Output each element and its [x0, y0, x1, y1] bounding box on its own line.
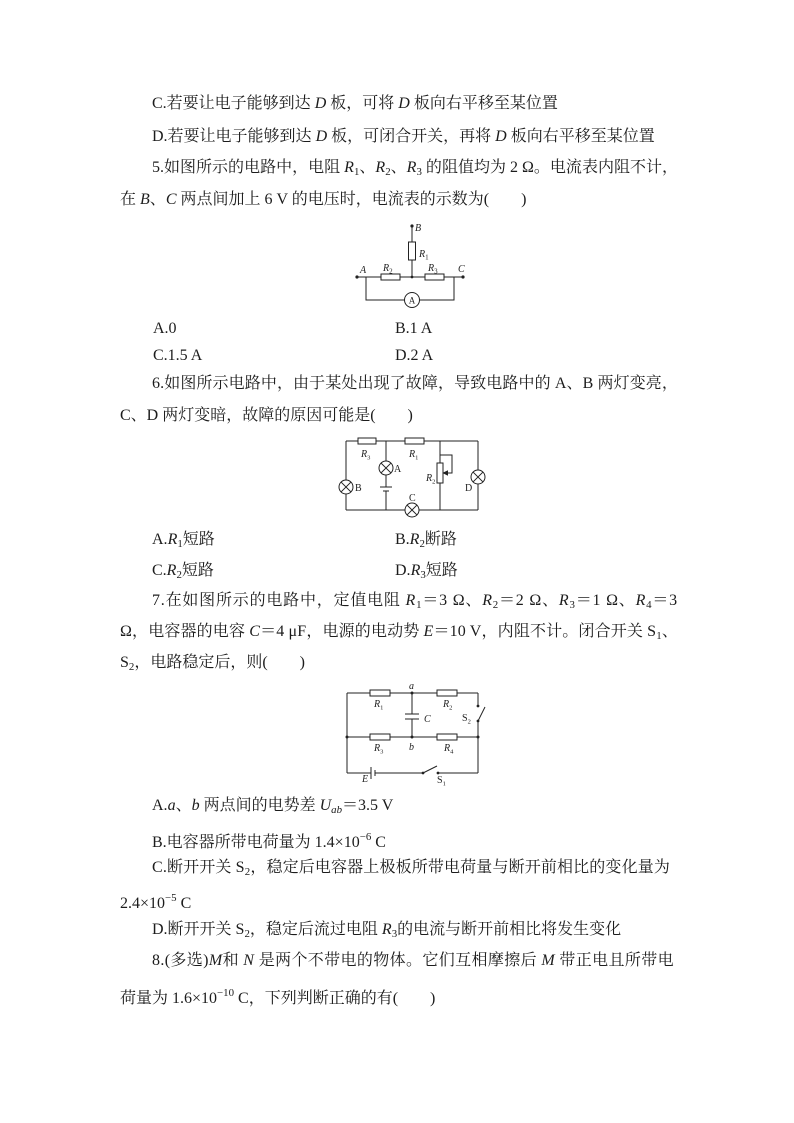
subscript: 3 — [420, 569, 426, 581]
label-s2: $S_2$ — [462, 713, 471, 726]
variable: R — [409, 531, 420, 548]
text-run: 、 — [175, 797, 192, 814]
text-run: 是两个不带电的物体。它们互相摩擦后 — [254, 952, 542, 969]
resistor-r1 — [409, 242, 416, 260]
variable: R — [166, 562, 177, 579]
variable: N — [243, 952, 255, 969]
text-run: 板向右平移至某位置 — [506, 128, 655, 145]
variable: R — [381, 921, 392, 938]
label-r1: $R_1$ — [374, 699, 384, 712]
variable: D — [314, 95, 327, 112]
text-run: C — [176, 895, 192, 912]
variable: b — [191, 797, 200, 814]
switch-s2-contact — [477, 705, 480, 708]
resistor-r1 — [370, 690, 390, 696]
text-run: 2.4×10 — [120, 895, 166, 912]
label-r3: $R_3$ — [428, 263, 438, 276]
subscript: 2 — [492, 599, 500, 611]
superscript: −10 — [217, 987, 235, 999]
text-run: A. — [152, 531, 168, 548]
variable: M — [541, 952, 556, 969]
variable: R — [410, 562, 421, 579]
text-run: D.断开开关 S — [152, 921, 245, 938]
q7-option-d — [152, 919, 621, 945]
label-a: A — [394, 464, 402, 475]
node-b-dot — [411, 736, 414, 739]
variable: R — [344, 159, 354, 176]
label-e: E — [362, 774, 369, 785]
variable: R — [375, 159, 386, 176]
slider-arrow-icon — [444, 471, 448, 475]
resistor-r3 — [370, 734, 390, 740]
subscript: ab — [331, 804, 343, 816]
subscript: 1 — [177, 538, 183, 550]
variable: D — [495, 128, 507, 145]
label-r2: $R_2$ — [443, 699, 453, 712]
q5-stem-line1 — [152, 157, 678, 183]
variable: B — [140, 191, 150, 208]
text-run: ＝10 V，内阻不计。闭合开关 S — [433, 623, 657, 640]
q5-option-b: B.1 A — [395, 320, 433, 337]
subscript: 3 — [391, 928, 398, 940]
variable: R — [635, 592, 647, 609]
subscript: 1 — [416, 599, 423, 611]
text-run: 、 — [390, 159, 407, 176]
terminal-a-dot — [355, 275, 358, 278]
text-run: ＝3 Ω、 — [422, 592, 483, 609]
text-run: 板，可将 — [326, 95, 399, 112]
variable: R — [406, 159, 417, 176]
switch-s2-icon — [478, 707, 485, 721]
text-run: 和 — [222, 952, 244, 969]
q4-option-d — [152, 126, 655, 148]
superscript: −5 — [165, 892, 177, 904]
label-s1: $S_1$ — [437, 775, 446, 788]
label-b: B — [415, 223, 422, 234]
q6-stem-line2: C、D 两灯变暗，故障的原因可能是( ) — [120, 407, 413, 424]
subscript: 2 — [385, 166, 391, 178]
q7-circuit-diagram — [340, 678, 485, 788]
text-run: 短路 — [181, 562, 214, 579]
label-c: C — [458, 264, 465, 275]
text-run: 、 — [359, 159, 376, 176]
q6-option-b — [395, 529, 457, 555]
text-run: 两点间的电势差 — [199, 797, 320, 814]
label-r4: $R_4$ — [444, 743, 454, 756]
text-run: ＝2 Ω、 — [499, 592, 559, 609]
text-run: 的阻值均为 2 Ω。电流表内阻不计， — [421, 159, 679, 176]
text-run: Ω，电容器的电容 — [120, 623, 250, 640]
label-b: b — [409, 742, 414, 753]
text-run: ＝3.5 V — [342, 797, 394, 814]
variable: R — [167, 531, 178, 548]
terminal-c-dot — [461, 275, 464, 278]
label-r2: $R_2$ — [383, 263, 393, 276]
variable: D — [315, 128, 328, 145]
q5-option-d: D.2 A — [395, 347, 434, 364]
text-run: 7.在如图所示的电路中，定值电阻 — [152, 592, 406, 609]
text-run: 带正电且所带电 — [555, 952, 674, 969]
text-run: 在 — [120, 191, 141, 208]
text-run: A. — [152, 797, 168, 814]
subscript: 3 — [569, 599, 576, 611]
label-b: B — [355, 483, 362, 494]
text-run: 板向右平移至某位置 — [409, 95, 558, 112]
variable: R — [482, 592, 493, 609]
label-r3: $R_3$ — [374, 743, 384, 756]
q7-stem-line2 — [120, 621, 678, 647]
label-r1: $R_1$ — [419, 249, 429, 262]
text-run: 断路 — [424, 531, 457, 548]
text-run: ＝4 μF，电源的电动势 — [260, 623, 424, 640]
resistor-r4 — [437, 734, 457, 740]
q8-stem-line1 — [152, 950, 674, 972]
text-run: 短路 — [425, 562, 458, 579]
terminal-b-dot — [410, 224, 413, 227]
junction-dot — [411, 276, 414, 279]
text-run: C. — [152, 562, 167, 579]
resistor-r3 — [358, 438, 376, 444]
rheostat-r2 — [437, 463, 443, 483]
variable: R — [405, 592, 417, 609]
text-run: 短路 — [182, 531, 215, 548]
variable: D — [398, 95, 410, 112]
label-d: D — [465, 483, 473, 494]
q8-stem-line2 — [120, 982, 435, 1010]
resistor-r2 — [437, 690, 457, 696]
subscript: 2 — [176, 569, 182, 581]
subscript: 2 — [244, 928, 250, 940]
text-run: 两点间加上 6 V 的电压时，电流表的示数为( ) — [176, 191, 527, 208]
subscript: 1 — [353, 166, 360, 178]
variable: C — [165, 191, 177, 208]
q7-stem-line3 — [120, 652, 305, 678]
q7-option-c-line2 — [120, 887, 191, 915]
text-run: ，稳定后电容器上极板所带电荷量与断开前相比的变化量为 — [250, 859, 671, 876]
variable: a — [167, 797, 176, 814]
text-run: C.若要让电子能够到达 — [152, 95, 315, 112]
subscript: 3 — [416, 166, 422, 178]
text-run: 的电流与断开前相比将发生变化 — [397, 921, 622, 938]
text-run: C，下列判断正确的有( ) — [234, 990, 436, 1007]
superscript: −6 — [359, 831, 372, 843]
q7-option-b — [152, 826, 386, 854]
q4-option-c — [152, 93, 558, 115]
q7-option-a — [152, 795, 393, 821]
label-r2: $R_2$ — [426, 473, 436, 486]
label-r3: $R_3$ — [361, 449, 371, 462]
text-run: 荷量为 1.6×10 — [120, 990, 218, 1007]
text-run: ＝3 — [652, 592, 678, 609]
q5-option-a: A.0 — [153, 320, 177, 337]
q5-circuit-diagram — [345, 215, 475, 310]
q5-option-c: C.1.5 A — [153, 347, 203, 364]
variable: U — [319, 797, 332, 814]
text-run: C.断开开关 S — [152, 859, 245, 876]
text-run: 8.(多选) — [152, 952, 209, 969]
text-run: C — [371, 834, 386, 851]
label-c: C — [409, 493, 416, 504]
q6-stem-line1: 6.如图所示电路中，由于某处出现了故障，导致电路中的 A、B 两灯变亮， — [152, 375, 679, 392]
text-run: B.电容器所带电荷量为 1.4×10 — [152, 834, 360, 851]
text-run: ，稳定后流过电阻 — [249, 921, 382, 938]
text-run: ＝1 Ω、 — [575, 592, 636, 609]
q6-option-d — [395, 560, 458, 586]
variable: R — [558, 592, 570, 609]
text-run: D. — [395, 562, 411, 579]
subscript: 2 — [419, 538, 425, 550]
subscript: 2 — [128, 661, 135, 673]
variable: C — [249, 623, 261, 640]
q6-option-c — [152, 560, 214, 586]
text-run: S — [120, 654, 129, 671]
q6-option-a — [152, 529, 215, 555]
variable: E — [423, 623, 434, 640]
label-c: C — [424, 714, 431, 725]
q7-option-c-line1 — [152, 857, 670, 883]
q5-stem-line2 — [120, 189, 526, 211]
switch-s1-icon — [423, 766, 437, 773]
variable: M — [208, 952, 223, 969]
text-run: 、 — [149, 191, 166, 208]
subscript: 4 — [646, 599, 653, 611]
label-a: A — [360, 265, 367, 276]
text-run: 板，可闭合开关，再将 — [327, 128, 496, 145]
text-run: 5.如图所示的电路中，电阻 — [152, 159, 345, 176]
text-run: B. — [395, 531, 410, 548]
subscript: 1 — [656, 630, 662, 642]
label-r1: $R_1$ — [409, 449, 419, 462]
subscript: 2 — [244, 866, 251, 878]
text-run: ，电路稳定后，则( ) — [134, 654, 306, 671]
q7-stem-line1 — [152, 590, 678, 616]
ammeter-label: A — [408, 295, 416, 306]
label-a: a — [409, 681, 414, 692]
text-run: 、 — [661, 623, 678, 640]
q6-circuit-diagram — [336, 432, 488, 518]
text-run: D.若要让电子能够到达 — [152, 128, 316, 145]
resistor-r1 — [405, 438, 424, 444]
